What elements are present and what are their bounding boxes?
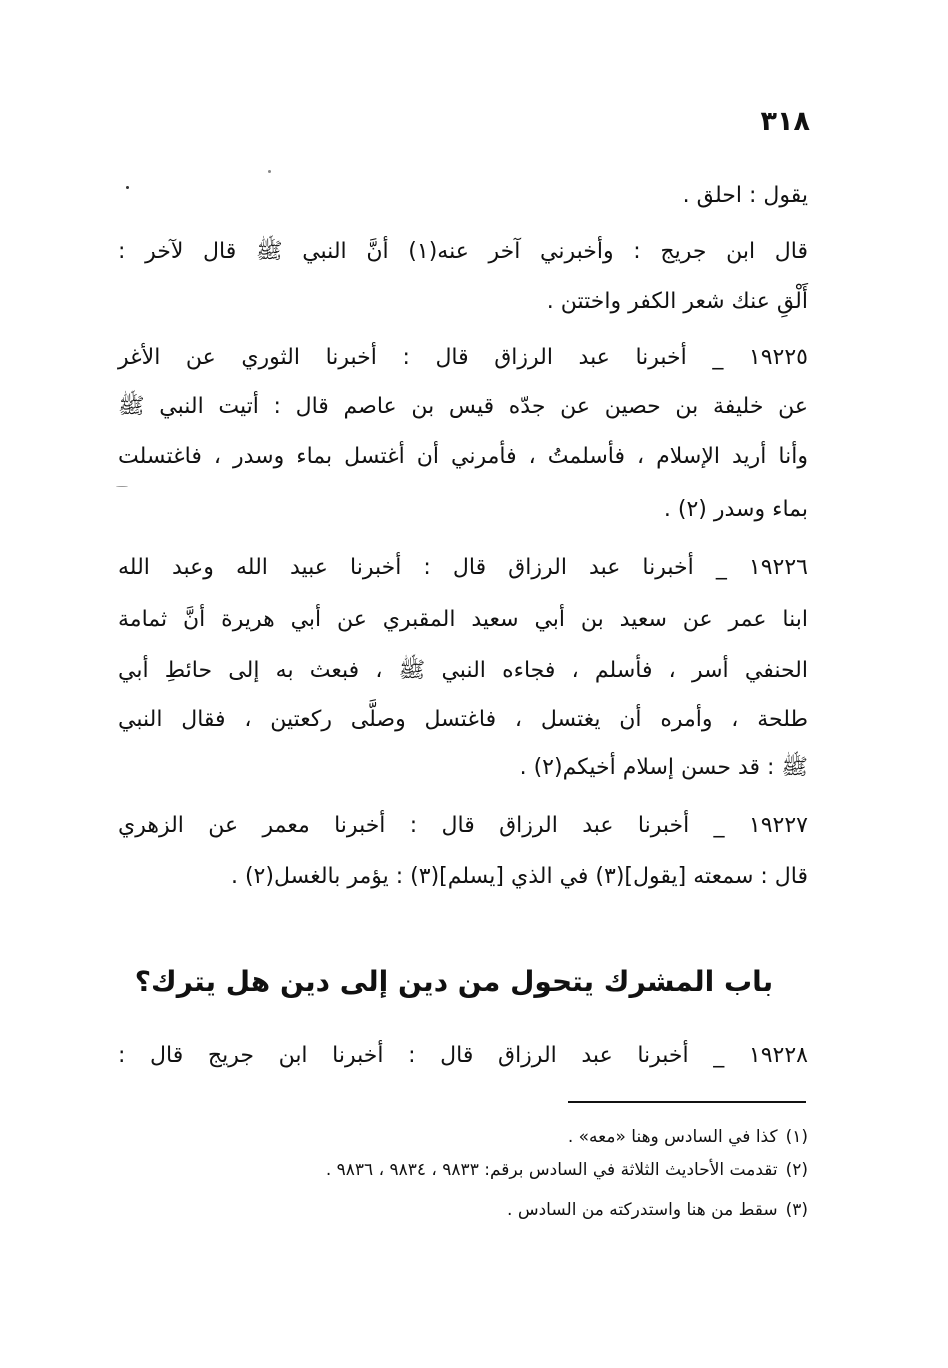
footnote [140, 1155, 808, 1185]
text-line: وأنا أريد الإسلام ، فأسلمتُ ، فأمرني أن أغتسل بماء وسدر ، فاغتسلت [118, 444, 808, 469]
text-line: ١٩٢٢٥ _ أخبرنا عبد الرزاق قال : أخبرنا الثوري عن الأغر [118, 345, 808, 370]
footnote-text: كذا في السادس وهنا «معه» . [567, 1127, 778, 1147]
page-number: ٣١٨ [760, 106, 810, 137]
text-line: ١٩٢٢٨ _ أخبرنا عبد الرزاق قال : أخبرنا ابن جريج قال : [118, 1043, 808, 1068]
text-line: ابنا عمر عن سعيد بن أبي سعيد المقبري عن أبي هريرة أنَّ ثمامة [118, 607, 808, 632]
footnote-number: (٣) [785, 1200, 808, 1220]
footnote-number: (١) [785, 1127, 808, 1147]
text-line: ١٩٢٢٧ _ أخبرنا عبد الرزاق قال : أخبرنا معمر عن الزهري [118, 813, 808, 838]
text-line: ﷺ : قد حسن إسلام أخيكم(٢) . [519, 755, 808, 780]
scan-speck [268, 170, 271, 173]
text-line: ١٩٢٢٦ _ أخبرنا عبد الرزاق قال : أخبرنا عبيد الله وعبد الله [118, 555, 808, 580]
text-line: عن خليفة بن حصين عن جدّه قيس بن عاصم قال : أتيت النبي ﷺ [118, 394, 808, 419]
footnote [140, 1195, 808, 1225]
footnote-text: تقدمت الأحاديث الثلاثة في السادس برقم: ٩٨٣٣ ، ٩٨٣٤ ، ٩٨٣٦ . [325, 1160, 778, 1180]
footnote-divider [568, 1101, 806, 1103]
text-line: قال : سمعته [يقول](٣) في الذي [يسلم](٣) : يؤمر بالغسل(٢) . [230, 864, 808, 889]
text-line: الحنفي أسر ، فأسلم ، فجاءه النبي ﷺ ، فبعث به إلى حائطِ أبي [118, 658, 808, 683]
text-line: يقول : احلق . [682, 183, 808, 208]
chapter-heading: باب المشرك يتحول من دين إلى دين هل يترك؟ [134, 965, 774, 998]
text-line: أَلْقِ عنك شعر الكفر واختتن . [546, 289, 808, 314]
footnote-text: سقط من هنا واستدركته من السادس . [507, 1200, 778, 1220]
scan-speck [126, 186, 129, 189]
text-line: بماء وسدر (٢) . [663, 497, 808, 522]
scan-speck [116, 486, 128, 487]
footnote-number: (٢) [785, 1160, 808, 1180]
text-line: طلحة ، وأمره أن يغتسل ، فاغتسل وصلَّى ركعتين ، فقال النبي [118, 707, 808, 732]
text-line: قال ابن جريج : وأخبرني آخر عنه(١) أنَّ النبي ﷺ قال لآخر : [118, 239, 809, 264]
footnote [140, 1122, 808, 1152]
